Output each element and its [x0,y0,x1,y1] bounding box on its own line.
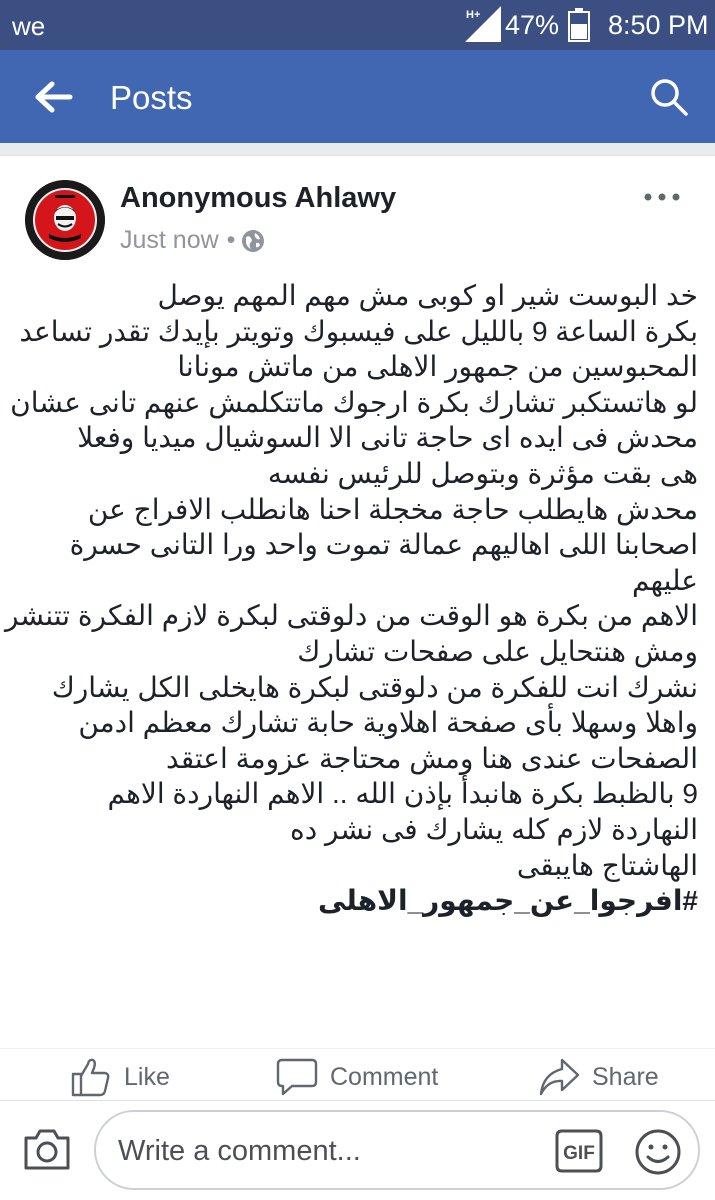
comment-bar [0,1100,715,1200]
smiley-icon[interactable] [634,1128,682,1176]
post-line: بكرة الساعة 9 بالليل على فيسبوك وتويتر بإيدك تقدر تساعد [19,315,698,347]
avatar-logo-icon [25,180,105,260]
post-timestamp[interactable]: Just now [120,226,219,254]
comment-input[interactable] [94,1110,700,1190]
post-line: هى بقت مؤثرة وبتوصل للرئيس نفسه [267,457,698,489]
post-line: المحبوسين من جمهور الاهلى من ماتش مونانا [177,351,698,383]
battery-percent: 47% [505,10,560,40]
app-bar [0,50,715,143]
network-type: H+ [466,9,481,21]
clock: 8:50 PM [608,10,709,40]
speech-bubble-icon [276,1056,318,1098]
post-author[interactable]: Anonymous Ahlawy [120,182,397,214]
gif-label: GIF [563,1143,595,1164]
post-line: نشرك انت للفكرة من دلوقتى لبكرة هايخلى الكل يشارك [51,671,698,703]
post-line: الهاشتاج هايبقى [516,849,698,881]
post-meta [120,226,265,255]
post-hashtag[interactable]: #افرجوا_عن_جمهور_الاهلى [317,885,698,917]
post-line: لو هاتستكبر تشارك بكرة ارجوك ماتتكلمش عنهم تانى عشان [10,386,698,418]
post-card [0,155,715,1100]
post-line: محدش فى ايده اى حاجة تانى الا السوشيال ميديا وفعلا [77,422,698,454]
globe-icon [241,229,265,253]
like-label: Like [124,1062,170,1091]
post-actions [0,1048,715,1100]
share-button[interactable] [538,1055,659,1099]
more-dots-icon[interactable] [642,186,682,208]
post-line: 9 بالظبط بكرة هانبدأ بإذن الله .. الاهم النهاردة الاهم [107,778,698,810]
search-icon[interactable] [646,74,692,120]
post-line: خد البوست شير او كوبى مش مهم المهم يوصل [157,280,698,311]
thumbs-up-icon [70,1056,112,1098]
comment-placeholder: Write a comment... [118,1135,361,1167]
post-line: اصحابنا اللى اهاليهم عمالة تموت واحد ورا التانى حسرة [69,529,698,561]
post-line: عليهم [632,564,698,596]
arrow-left-icon[interactable] [30,74,76,120]
carrier-name: we [12,11,46,41]
post-line: ومش هنتحايل على صفحات تشارك [297,635,698,667]
post-line: الاهم من بكرة هو الوقت من دلوقتى لبكرة لازم الفكرة تتنشر [4,600,698,632]
comment-label: Comment [330,1062,439,1091]
avatar[interactable] [25,180,105,260]
camera-icon[interactable] [22,1126,72,1172]
like-button[interactable] [70,1055,170,1099]
meta-separator: • [226,226,236,254]
post-body [4,278,698,919]
share-arrow-icon [538,1056,580,1098]
post-line: محدش هايطلب حاجة مخجلة احنا هانطلب الافراج عن [87,493,698,525]
signal-icon [465,6,501,42]
post-line: النهاردة لازم كله يشارك فى نشر ده [290,813,698,845]
comment-button[interactable] [276,1055,438,1099]
post-line: الصفحات عندى هنا ومش محتاجة عزومة اعتقد [166,742,698,774]
share-label: Share [592,1062,659,1091]
post-line: واهلا وسهلا بأى صفحة اهلاوية حابة تشارك معظم ادمن [78,707,698,739]
status-bar [0,0,715,50]
battery-icon [568,8,590,42]
gif-icon[interactable] [554,1128,604,1174]
page-title: Posts [110,79,193,116]
